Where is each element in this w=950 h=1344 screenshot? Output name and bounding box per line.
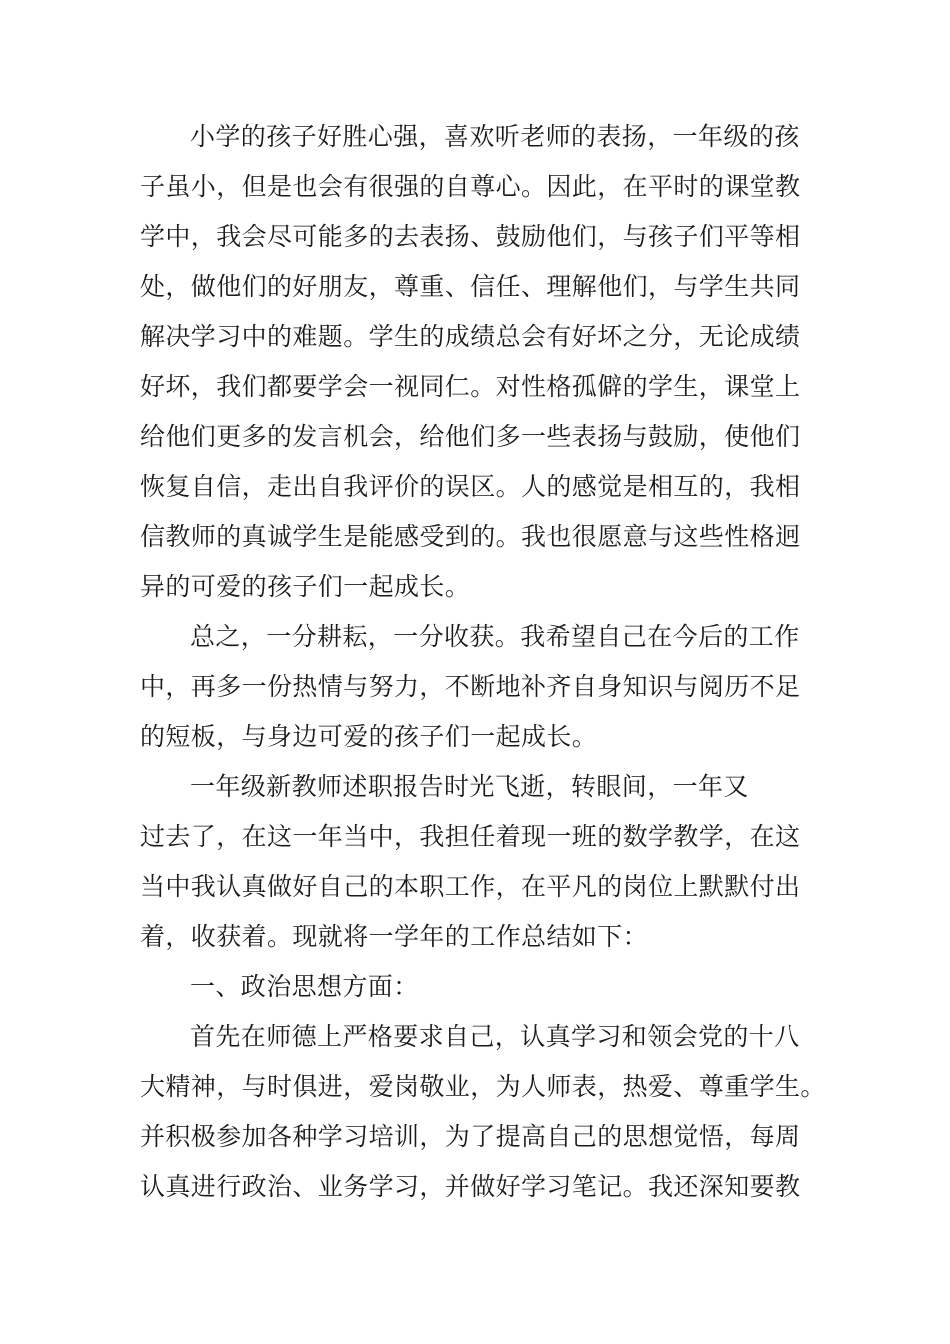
text-line: 给他们更多的发言机会，给他们多一些表扬与鼓励，使他们 — [140, 422, 801, 451]
text-line: 学中，我会尽可能多的去表扬、鼓励他们，与孩子们平等相 — [140, 222, 801, 251]
text-line: 的短板，与身边可爱的孩子们一起成长。 — [140, 722, 598, 751]
text-line: 当中我认真做好自己的本职工作，在平凡的岗位上默默付出 — [140, 872, 801, 901]
text-line: 恢复自信，走出自我评价的误区。人的感觉是相互的，我相 — [140, 472, 801, 501]
text-line: 中，再多一份热情与努力，不断地补齐自身知识与阅历不足 — [140, 672, 801, 701]
text-line: 异的可爱的孩子们一起成长。 — [140, 572, 471, 601]
text-line: 子虽小，但是也会有很强的自尊心。因此，在平时的课堂教 — [140, 172, 801, 201]
text-line: 认真进行政治、业务学习，并做好学习笔记。我还深知要教 — [140, 1172, 801, 1201]
text-line: 信教师的真诚学生是能感受到的。我也很愿意与这些性格迥 — [140, 522, 801, 551]
text-line: 并积极参加各种学习培训，为了提高自己的思想觉悟，每周 — [140, 1122, 801, 1151]
text-line: 首先在师德上严格要求自己，认真学习和领会党的十八 — [190, 1022, 800, 1051]
document-body — [140, 112, 830, 1212]
section-heading: 一、政治思想方面： — [190, 972, 419, 1001]
text-line: 总之，一分耕耘，一分收获。我希望自己在今后的工作 — [190, 622, 800, 651]
text-line: 小学的孩子好胜心强，喜欢听老师的表扬，一年级的孩 — [190, 122, 800, 151]
text-line: 解决学习中的难题。学生的成绩总会有好坏之分，无论成绩 — [140, 322, 801, 351]
text-line: 处，做他们的好朋友，尊重、信任、理解他们，与学生共同 — [140, 272, 801, 301]
text-line: 一年级新教师述职报告时光飞逝，转眼间，一年又 — [190, 772, 749, 801]
text-line: 大精神，与时俱进，爱岗敬业，为人师表，热爱、尊重学生。 — [140, 1072, 826, 1101]
text-line: 好坏，我们都要学会一视同仁。对性格孤僻的学生，课堂上 — [140, 372, 801, 401]
text-line: 着，收获着。现就将一学年的工作总结如下： — [140, 922, 649, 951]
text-line: 过去了，在这一年当中，我担任着现一班的数学教学，在这 — [140, 822, 801, 851]
